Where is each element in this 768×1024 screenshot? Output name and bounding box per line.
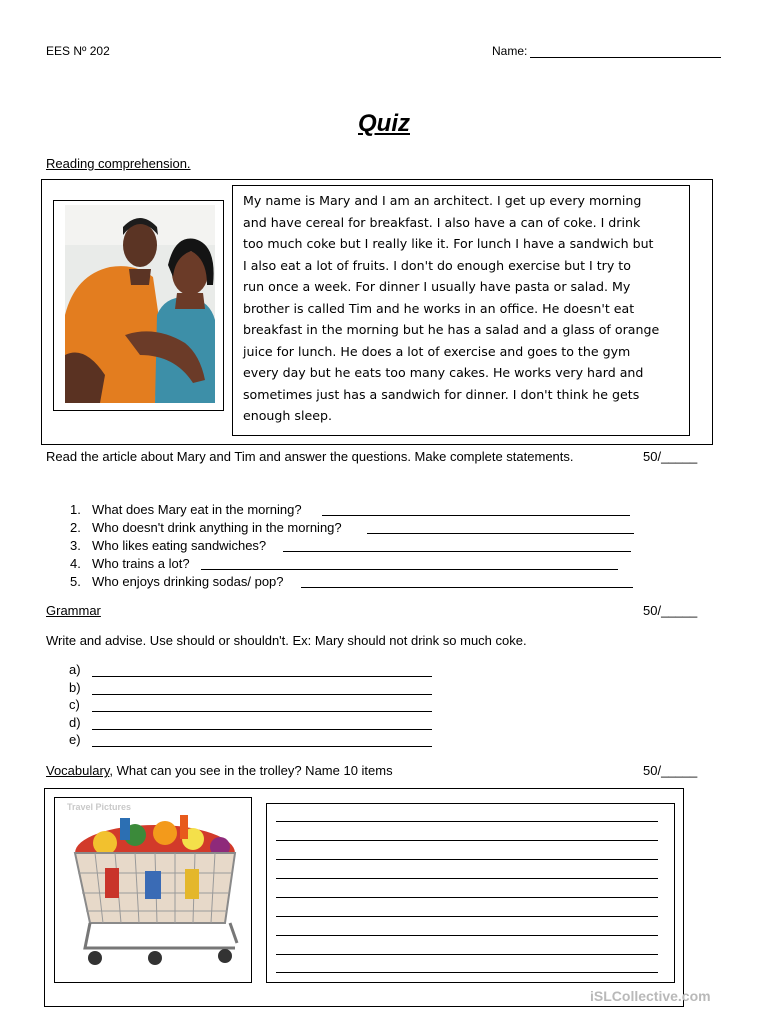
image-watermark: Travel Pictures [67,802,132,812]
question-2 [70,520,342,535]
grammar-item-label: b) [69,680,81,695]
trolley-icon [65,813,245,968]
question-number: 3. [70,538,81,553]
answer-line-5[interactable] [301,587,633,588]
vocab-line[interactable] [276,916,658,917]
question-number: 5. [70,574,81,589]
question-5 [70,574,284,589]
story-line: juice for lunch. He does a lot of exercise and goes to the gym [243,343,631,359]
vocab-line[interactable] [276,840,658,841]
vocabulary-heading: Vocabulary [46,763,110,778]
grammar-line-b[interactable] [92,694,432,695]
question-text: Who enjoys drinking sodas/ pop? [92,574,284,589]
photo-frame [53,200,224,411]
vocabulary-prompt [46,763,393,778]
vocab-line[interactable] [276,878,658,879]
grammar-item-label: a) [69,662,81,677]
question-text: Who trains a lot? [92,556,190,571]
trolley-frame [54,797,252,983]
story-text [243,190,659,427]
name-line[interactable] [530,57,721,58]
grammar-item-label: c) [69,697,80,712]
grammar-line-e[interactable] [92,746,432,747]
reading-score[interactable]: 50/_____ [643,449,698,464]
answer-line-4[interactable] [201,569,618,570]
story-line: My name is Mary and I am an architect. I get up every morning [243,193,642,208]
items-answer-box [266,803,675,983]
vocabulary-score[interactable]: 50/_____ [643,763,698,778]
question-number: 2. [70,520,81,535]
vocab-line[interactable] [276,954,658,955]
grammar-score[interactable]: 50/_____ [643,603,698,618]
story-line: too much coke but I really like it. For lunch I have a sandwich but [243,236,654,251]
vocab-line[interactable] [276,821,658,822]
grammar-heading: Grammar [46,603,101,618]
reading-instruction: Read the article about Mary and Tim and answer the questions. Make complete statements. [46,449,574,464]
page-title: Quiz [358,110,410,137]
question-number: 4. [70,556,81,571]
question-4 [70,556,190,571]
question-number: 1. [70,502,81,517]
story-line: brother is called Tim and he works in an office. He doesn't eat [243,300,635,316]
grammar-line-d[interactable] [92,729,432,730]
couple-photo [65,205,215,403]
answer-line-1[interactable] [322,515,630,516]
story-line: enough sleep. [243,408,332,423]
story-line: every day but he eats too many cakes. He works very hard and [243,365,644,380]
question-text: Who likes eating sandwiches? [92,538,267,553]
grammar-line-a[interactable] [92,676,432,677]
grammar-item-label: d) [69,715,81,730]
question-text: Who doesn't drink anything in the morning? [92,520,342,535]
grammar-item-label: e) [69,732,81,747]
vocab-line[interactable] [276,897,658,898]
question-3 [70,538,266,553]
answer-line-2[interactable] [367,533,634,534]
name-label: Name: [492,44,528,58]
story-line: and have cereal for breakfast. I also have a can of coke. I drink [243,214,641,230]
vocab-line[interactable] [276,935,658,936]
site-watermark: iSLCollective.com [590,988,711,1004]
vocabulary-instruction: , What can you see in the trolley? Name 10 items [109,763,393,778]
story-line: run once a week. For dinner I usually have pasta or salad. My [243,279,631,294]
grammar-instruction: Write and advise. Use should or shouldn't. Ex: Mary should not drink so much coke. [46,633,527,648]
vocab-line[interactable] [276,859,658,860]
story-line: I also eat a lot of fruits. I don't do enough exercise but I try to [243,257,631,273]
story-line: breakfast in the morning but he has a salad and a glass of orange [243,322,660,337]
question-text: What does Mary eat in the morning? [92,502,302,517]
vocab-line[interactable] [276,972,658,973]
story-box [232,185,690,436]
reading-heading: Reading comprehension. [46,156,191,171]
answer-line-3[interactable] [283,551,631,552]
grammar-line-c[interactable] [92,711,432,712]
story-line: sometimes just has a sandwich for dinner. I don't think he gets [243,386,640,402]
school-code: EES Nº 202 [46,44,110,58]
question-1 [70,502,302,517]
